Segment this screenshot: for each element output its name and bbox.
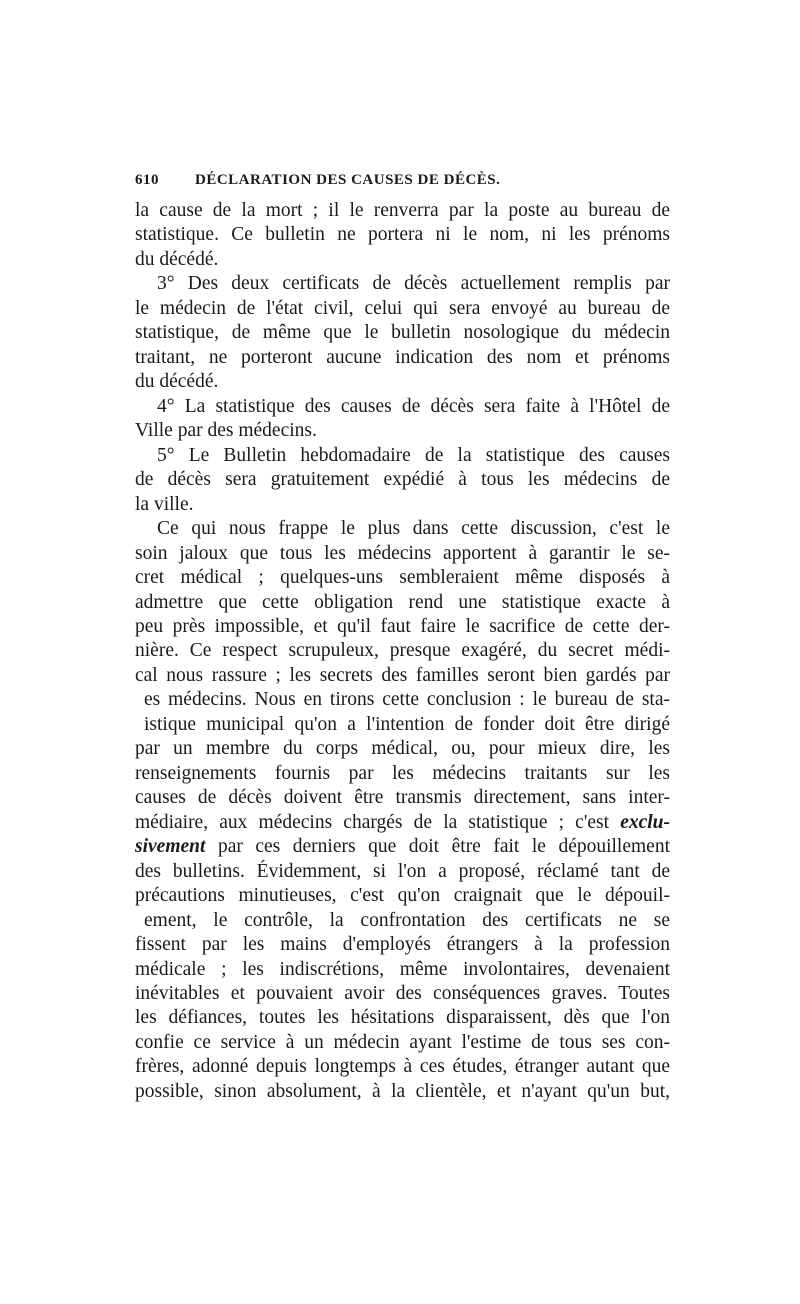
running-head xyxy=(135,172,670,194)
text-line: de décès sera gratuitement expédié à tous les médecins de xyxy=(135,469,670,491)
text-line: statistique. Ce bulletin ne portera ni le nom, ni les prénoms xyxy=(135,224,670,246)
text-line: le médecin de l'état civil, celui qui sera envoyé au bureau de xyxy=(135,297,670,319)
text-line: renseignements fournis par les médecins traitants sur les xyxy=(135,762,670,784)
text-line: nière. Ce respect scrupuleux, presque exagéré, du secret médi- xyxy=(135,640,670,662)
text-line: inévitables et pouvaient avoir des conséquences graves. Toutes xyxy=(135,983,670,1004)
text-line: par un membre du corps médical, ou, pour mieux dire, les xyxy=(135,738,670,760)
text-line: les défiances, toutes les hésitations disparaissent, dès que l'on xyxy=(135,1007,670,1029)
text-line: possible, sinon absolument, à la clientèle, et n'ayant qu'un but, xyxy=(135,1080,670,1102)
text-line: istique municipal qu'on a l'intention de fonder doit être dirigé xyxy=(144,713,670,735)
text-line: la ville. xyxy=(135,493,194,515)
text-line: statistique, de même que le bulletin nosologique du médecin xyxy=(135,322,670,344)
text-line: Ce qui nous frappe le plus dans cette discussion, c'est le xyxy=(157,518,670,540)
text-line: médicale ; les indiscrétions, même involontaires, devenaient xyxy=(135,958,670,980)
text-line: la cause de la mort ; il le renverra par la poste au bureau de xyxy=(135,200,670,221)
text-line xyxy=(135,835,670,859)
text-line: 3° Des deux certificats de décès actuellement remplis par xyxy=(157,273,670,295)
text-line: du décédé. xyxy=(135,371,219,393)
text-line: admettre que cette obligation rend une statistique exacte à xyxy=(135,591,670,613)
text-line: précautions minutieuses, c'est qu'on craignait que le dépouil- xyxy=(135,885,670,907)
text-line: frères, adonné depuis longtemps à ces études, étranger autant que xyxy=(135,1056,670,1078)
text-line: 5° Le Bulletin hebdomadaire de la statistique des causes xyxy=(157,444,670,466)
page-number: 610 xyxy=(135,172,159,188)
text-line: traitant, ne porteront aucune indication des nom et prénoms xyxy=(135,346,670,368)
text-line: Ville par des médecins. xyxy=(135,420,317,442)
text-line xyxy=(135,811,670,835)
text-line: ement, le contrôle, la confrontation des certificats ne se xyxy=(144,909,670,931)
text-line-part: par ces derniers que doit être fait le dépouillement xyxy=(217,836,670,858)
italic-word: exclu- xyxy=(620,811,670,833)
text-line: fissent par les mains d'employés étrangers à la profession xyxy=(135,934,670,956)
text-line: des bulletins. Évidemment, si l'on a proposé, réclamé tant de xyxy=(135,860,670,882)
text-line: cret médical ; quelques-uns sembleraient même disposés à xyxy=(135,567,670,589)
text-line-part: médiaire, aux médecins chargés de la statistique ; c'est xyxy=(135,811,610,833)
text-line: cal nous rassure ; les secrets des familles seront bien gardés par xyxy=(135,664,670,686)
italic-word: sivement xyxy=(135,836,206,858)
text-line: peu près impossible, et qu'il faut faire le sacrifice de cette der- xyxy=(135,615,670,637)
text-line: es médecins. Nous en tirons cette conclusion : le bureau de sta- xyxy=(144,689,670,711)
text-line: 4° La statistique des causes de décès sera faite à l'Hôtel de xyxy=(157,395,670,417)
running-title: DÉCLARATION DES CAUSES DE DÉCÈS. xyxy=(195,172,501,188)
text-line: confie ce service à un médecin ayant l'estime de tous ses con- xyxy=(135,1031,670,1053)
text-line: causes de décès doivent être transmis directement, sans inter- xyxy=(135,787,670,809)
body-text xyxy=(135,199,670,1104)
text-line: soin jaloux que tous les médecins apportent à garantir le se- xyxy=(135,542,670,564)
text-line: du décédé. xyxy=(135,248,219,270)
